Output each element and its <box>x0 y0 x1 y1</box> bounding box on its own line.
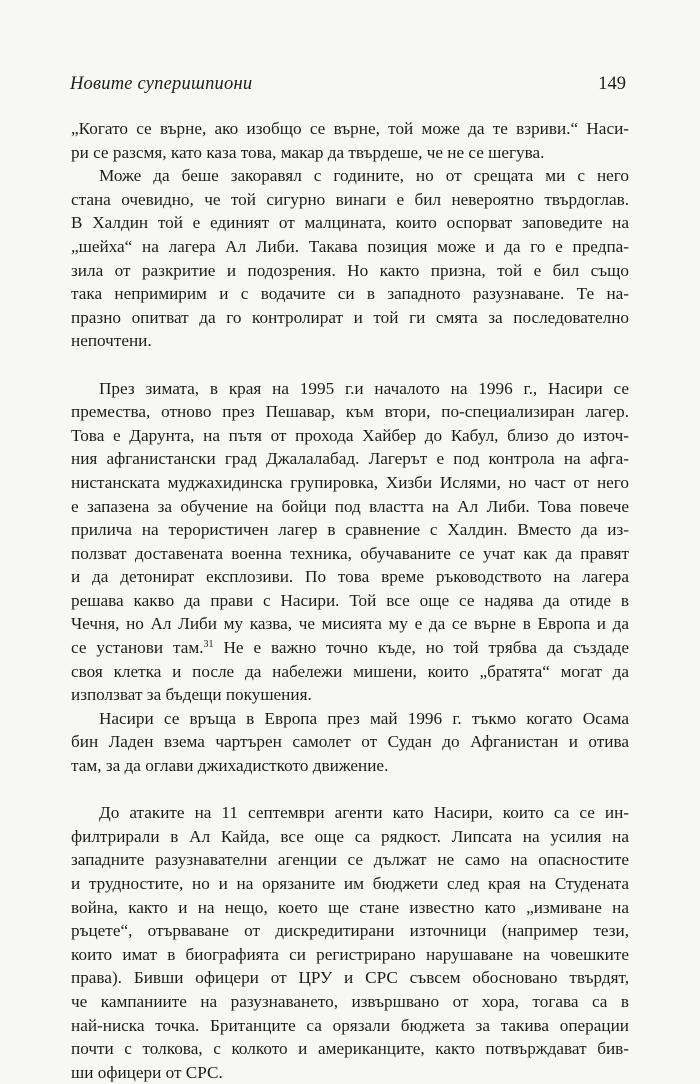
paragraph <box>71 801 629 1084</box>
paragraph <box>71 164 629 353</box>
text-line: ния афганистански град Джалалабад. Лагерът е под контрола на афга- <box>71 449 629 469</box>
paragraph <box>71 377 629 707</box>
paragraph <box>71 707 629 778</box>
text-line: е запазена за обучение на бойци под властта на Ал Либи. Това повече <box>71 496 629 516</box>
text-line: зила от разкритие и подозрения. Но както призна, той е бил също <box>71 260 629 280</box>
text-line: До атаките на 11 септември агенти като Насири, които са се ин- <box>99 803 629 823</box>
footnote-reference[interactable]: 31 <box>203 639 214 651</box>
text-line: най-ниска точка. Британците са орязали бюджета за такива операции <box>71 1015 629 1035</box>
text-line <box>71 636 629 660</box>
text-line: западните разузнавателни агенции се дължат не само на опасностите <box>71 850 629 870</box>
paragraph <box>71 117 629 164</box>
text-line: ръцете“, отърваване от дискредитирани източници (например тези, <box>71 921 629 941</box>
text-line: филтрирали в Ал Кайда, все още са рядкост. Липсата на усилия на <box>71 826 629 846</box>
body-text <box>71 117 629 1084</box>
text-line: ри се разсмя, като каза това, макар да твърдеше, че не се шегува. <box>71 142 545 162</box>
text-line: които имат в биографията си регистрирано нарушаване на човешките <box>71 944 629 964</box>
text-line: прилича на терористичен лагер в сравнение с Халдин. Вместо да из- <box>71 520 629 540</box>
running-head <box>70 73 626 97</box>
text-line: непочтени. <box>71 331 152 351</box>
text-line: права). Бивши офицери от ЦРУ и СРС съвсем обосновано твърдят, <box>71 968 629 988</box>
running-title: Новите суперишпиони <box>70 74 253 94</box>
text-fragment: Не е важно точно къде, но той трябва да създаде <box>213 638 629 658</box>
text-line: война, както и на нещо, което ще стане известно като „измиване на <box>71 897 629 917</box>
text-line: и трудностите, но и на орязаните им бюджети след края на Студената <box>71 874 629 893</box>
text-line: че кампаниите на разузнаването, извършвано от хора, тогава са в <box>71 991 629 1011</box>
text-line: Може да беше закоравял с годините, но от срещата ми с него <box>99 166 629 186</box>
text-line: През зимата, в края на 1995 г.и началото на 1996 г., Насири се <box>99 378 629 398</box>
text-line: Това е Дарунта, на пътя от прохода Хайбер до Кабул, близо до източ- <box>71 425 629 445</box>
text-line: така непримирим и с водачите си в западното разузнаване. Те на- <box>71 284 629 304</box>
text-line: ползват доставената военна техника, обучаваните се учат как да правят <box>71 543 629 563</box>
text-line: Чечня, но Ал Либи му казва, че мисията му е да се върне в Европа и да <box>71 614 629 634</box>
text-line: празно опитват да го контролират и той ги смята за последователно <box>71 307 629 327</box>
text-line: и да детонират експлозиви. По това време ръководството на лагера <box>71 567 629 587</box>
section-break <box>71 778 629 802</box>
text-fragment: се установи там. <box>71 638 204 658</box>
text-line: премества, отново през Пешавар, към втори, по-специализиран лагер. <box>71 402 629 422</box>
text-line: нистанската муджахидинска групировка, Хизби Ислями, но част от него <box>71 472 629 492</box>
text-line: използват за бъдещи покушения. <box>71 685 312 705</box>
text-line: „Когато се върне, ако изобщо се върне, той може да те взриви.“ Наси- <box>71 119 629 138</box>
section-break <box>71 353 629 377</box>
page-number: 149 <box>598 74 626 94</box>
text-line: там, за да оглави джихадисткото движение. <box>71 756 389 776</box>
text-line: бин Ладен взема чартърен самолет от Судан до Афганистан и отива <box>71 732 629 752</box>
text-line: В Халдин той е единият от малцината, които оспорват заповедите на <box>71 213 629 233</box>
text-line: Насири се връща в Европа през май 1996 г. тъкмо когато Осама <box>99 708 629 728</box>
text-line: стана очевидно, че той сигурно винаги е бил невероятно твърдоглав. <box>71 189 629 209</box>
text-line: решава какво да прави с Насири. Той все още се надява да отиде в <box>71 590 629 610</box>
text-line: „шейха“ на лагера Ал Либи. Такава позиция може и да го е предпа- <box>71 236 629 256</box>
text-line: своя клетка и после да набележи мишени, които „братята“ могат да <box>71 661 629 681</box>
text-line: почти с толкова, с колкото и американците, както потвърждават бив- <box>71 1039 629 1059</box>
text-line: ши офицери от СРС. <box>71 1062 223 1082</box>
